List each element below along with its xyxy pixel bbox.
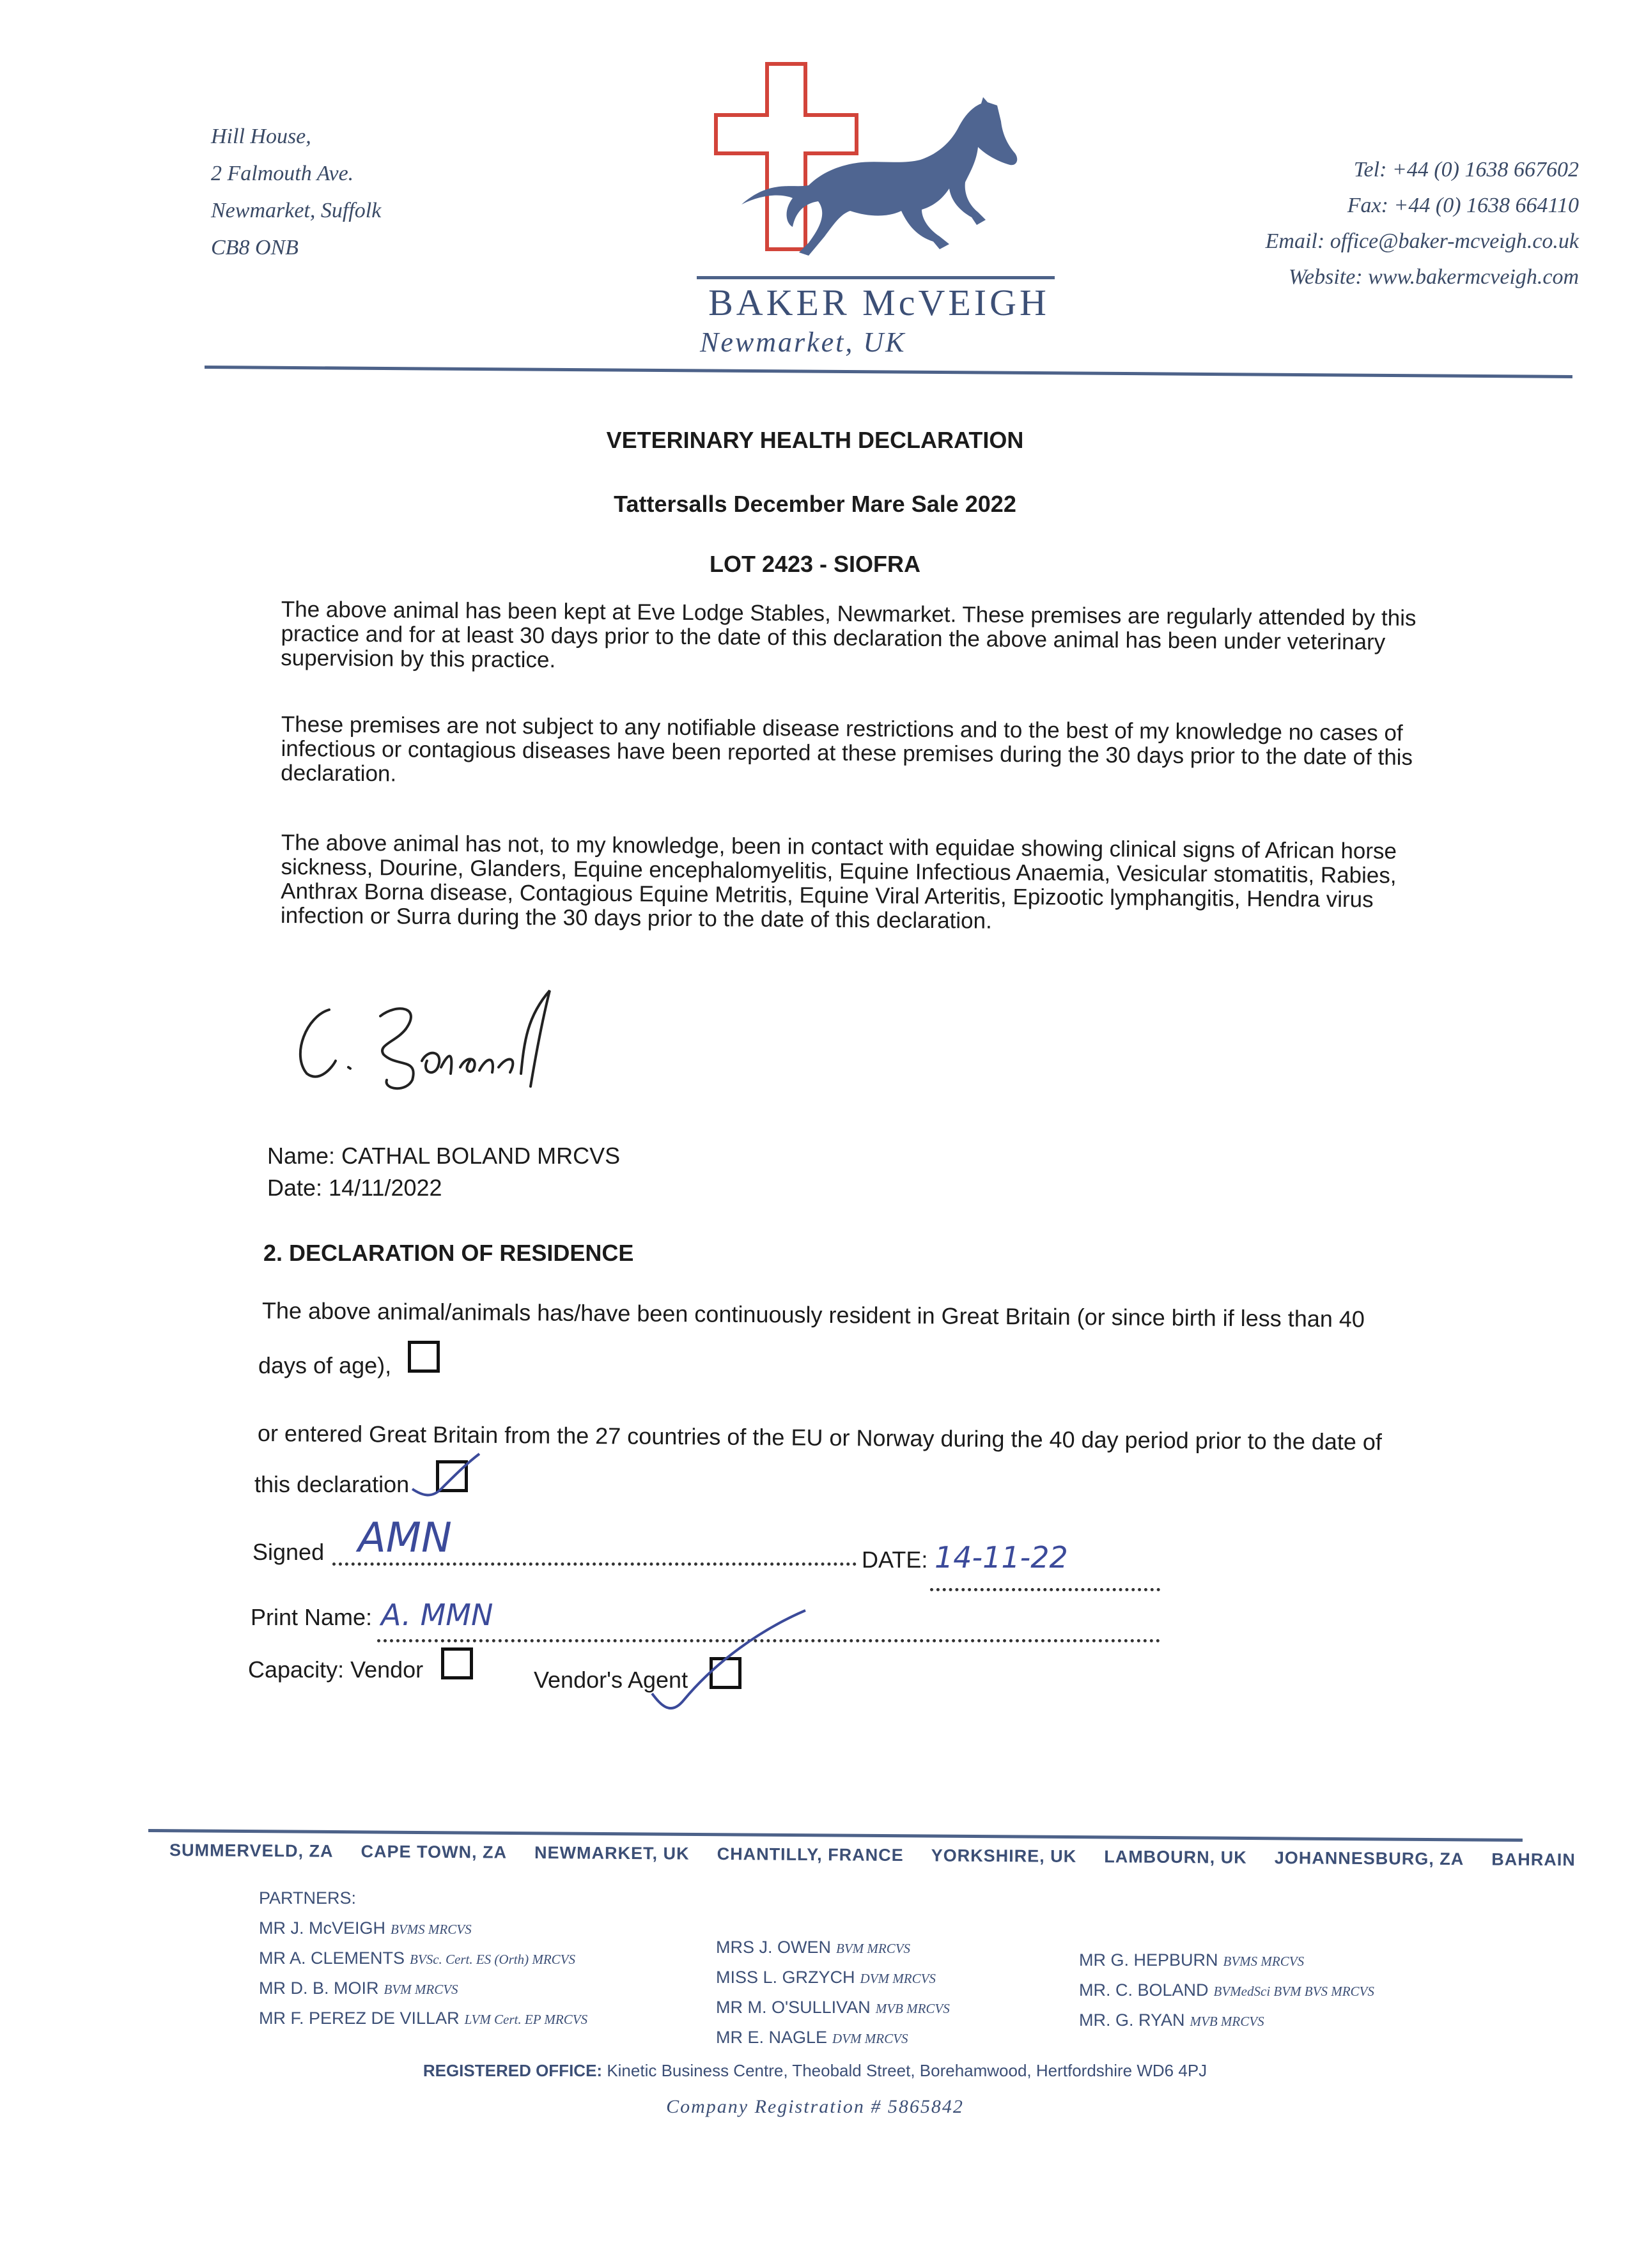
partner: MISS L. GRZYCH DVM MRCVS bbox=[716, 1968, 936, 1987]
contact-fax: Fax: +44 (0) 1638 664110 bbox=[1347, 194, 1579, 217]
resident-checkbox[interactable] bbox=[408, 1341, 440, 1373]
date-dotted-line bbox=[930, 1588, 1160, 1591]
address-line: CB8 ONB bbox=[211, 236, 299, 259]
print-name-label: Print Name: bbox=[251, 1604, 373, 1630]
signed-dotted-line bbox=[332, 1562, 857, 1566]
checkmark-icon bbox=[646, 1604, 812, 1719]
sale-name: Tattersalls December Mare Sale 2022 bbox=[614, 491, 1016, 517]
office-locations bbox=[169, 1840, 1576, 1870]
address-line: Newmarket, Suffolk bbox=[211, 199, 382, 222]
residence-heading: 2. DECLARATION OF RESIDENCE bbox=[263, 1240, 634, 1266]
partners-column-1 bbox=[259, 1914, 587, 2034]
paragraph-premises: These premises are not subject to any notifiable disease restrictions and to the best of my knowledge no cases of infectious or contagious diseases have been reported at these premises during the 30 days prior to the date of this declaration. bbox=[281, 712, 1413, 787]
company-registration: Company Registration # 5865842 bbox=[666, 2096, 964, 2117]
partner: MR. C. BOLAND BVMedSci BVM BVS MRCVS bbox=[1079, 1980, 1374, 2000]
address-line: Hill House, bbox=[211, 125, 311, 148]
declaration-date: Date: 14/11/2022 bbox=[267, 1175, 442, 1201]
lot-number: LOT 2423 - SIOFRA bbox=[709, 551, 921, 577]
location: JOHANNESBURG, ZA bbox=[1274, 1848, 1464, 1869]
header-divider bbox=[205, 366, 1572, 378]
contact-tel: Tel: +44 (0) 1638 667602 bbox=[1353, 158, 1579, 181]
contact-details bbox=[1266, 152, 1579, 295]
location: SUMMERVELD, ZA bbox=[169, 1840, 334, 1861]
paragraph-kept: The above animal has been kept at Eve Lodge Stables, Newmarket. These premises are regularly attended by this practice and for at least 30 days prior to the date of this declaration the above animal has been under veterinary supervision by this practice. bbox=[281, 597, 1417, 673]
location: BAHRAIN bbox=[1491, 1849, 1576, 1870]
paragraph-contact: The above animal has not, to my knowledge, been in contact with equidae showing clinical signs of African horse sickness, Dourine, Glanders, Equine encephalomyelitis, Equine Infectious Anaemia, Vesicular stomatitis, Rabies, Anthrax Borna disease, Contagious Equine Metritis, Equine Viral Arteritis, Epizootic lymphangitis, Hendra virus infection or Surra during the 30 days prior to the date of this declaration. bbox=[280, 830, 1397, 934]
address-line: 2 Falmouth Ave. bbox=[211, 162, 354, 185]
capacity-label: Capacity: Vendor bbox=[248, 1656, 424, 1683]
partner: MR. G. RYAN MVB MRCVS bbox=[1079, 2010, 1264, 2030]
logo-rule bbox=[697, 276, 1055, 279]
vet-name: Name: CATHAL BOLAND MRCVS bbox=[267, 1143, 621, 1169]
document-title: VETERINARY HEALTH DECLARATION bbox=[606, 427, 1024, 453]
horse-icon bbox=[741, 97, 1017, 256]
brand-location: Newmarket, UK bbox=[700, 327, 906, 358]
partner: MR J. McVEIGH BVMS MRCVS bbox=[259, 1918, 472, 1938]
contact-email: Email: office@baker-mcveigh.co.uk bbox=[1265, 229, 1579, 253]
location: CHANTILLY, FRANCE bbox=[717, 1844, 904, 1865]
partner: MRS J. OWEN BVM MRCVS bbox=[716, 1938, 911, 1957]
partner: MR A. CLEMENTS BVSc. Cert. ES (Orth) MRCVS bbox=[259, 1948, 575, 1968]
partner: MR G. HEPBURN BVMS MRCVS bbox=[1079, 1950, 1305, 1970]
partners-label: PARTNERS: bbox=[259, 1888, 357, 1908]
registered-office-label: REGISTERED OFFICE: bbox=[423, 2061, 603, 2080]
location: CAPE TOWN, ZA bbox=[361, 1842, 508, 1862]
brand-name: BAKER McVEIGH bbox=[708, 282, 1050, 323]
practice-address bbox=[211, 118, 381, 266]
vet-signature bbox=[268, 978, 652, 1106]
location: NEWMARKET, UK bbox=[534, 1842, 690, 1863]
location: LAMBOURN, UK bbox=[1104, 1847, 1247, 1867]
signed-label: Signed bbox=[252, 1539, 325, 1565]
print-name-handwriting: A. MMN bbox=[381, 1598, 493, 1632]
residence-line-2: or entered Great Britain from the 27 countries of the EU or Norway during the 40 day period prior to the date of bbox=[257, 1420, 1383, 1455]
partner: MR F. PEREZ DE VILLAR LVM Cert. EP MRCVS bbox=[259, 2009, 588, 2028]
residence-line-1: The above animal/animals has/have been continuously resident in Great Britain (or since birth if less than 40 bbox=[261, 1297, 1365, 1332]
checkmark-icon bbox=[409, 1451, 486, 1502]
partner: MR E. NAGLE DVM MRCVS bbox=[716, 2028, 908, 2047]
partner: MR D. B. MOIR BVM MRCVS bbox=[259, 1979, 458, 1998]
partners-column-2 bbox=[716, 1933, 950, 2053]
vendors-agent-label: Vendor's Agent bbox=[534, 1667, 688, 1693]
residence-line-2b: this declaration bbox=[254, 1471, 410, 1497]
partners-column-3 bbox=[1079, 1946, 1374, 2036]
contact-website: Website: www.bakermcveigh.com bbox=[1288, 265, 1579, 289]
date-label: DATE: bbox=[862, 1547, 928, 1573]
registered-office-address: Kinetic Business Centre, Theobald Street, Borehamwood, Hertfordshire WD6 4PJ bbox=[607, 2061, 1207, 2080]
residence-line-1b: days of age), bbox=[258, 1352, 392, 1378]
signed-handwriting: AMN bbox=[358, 1515, 452, 1562]
date-handwriting: 14-11-22 bbox=[935, 1540, 1068, 1575]
footer-divider bbox=[148, 1829, 1523, 1842]
vendor-checkbox[interactable] bbox=[441, 1647, 473, 1679]
partner: MR M. O'SULLIVAN MVB MRCVS bbox=[716, 1998, 950, 2017]
location: YORKSHIRE, UK bbox=[931, 1846, 1077, 1866]
registered-office bbox=[0, 2061, 1630, 2081]
